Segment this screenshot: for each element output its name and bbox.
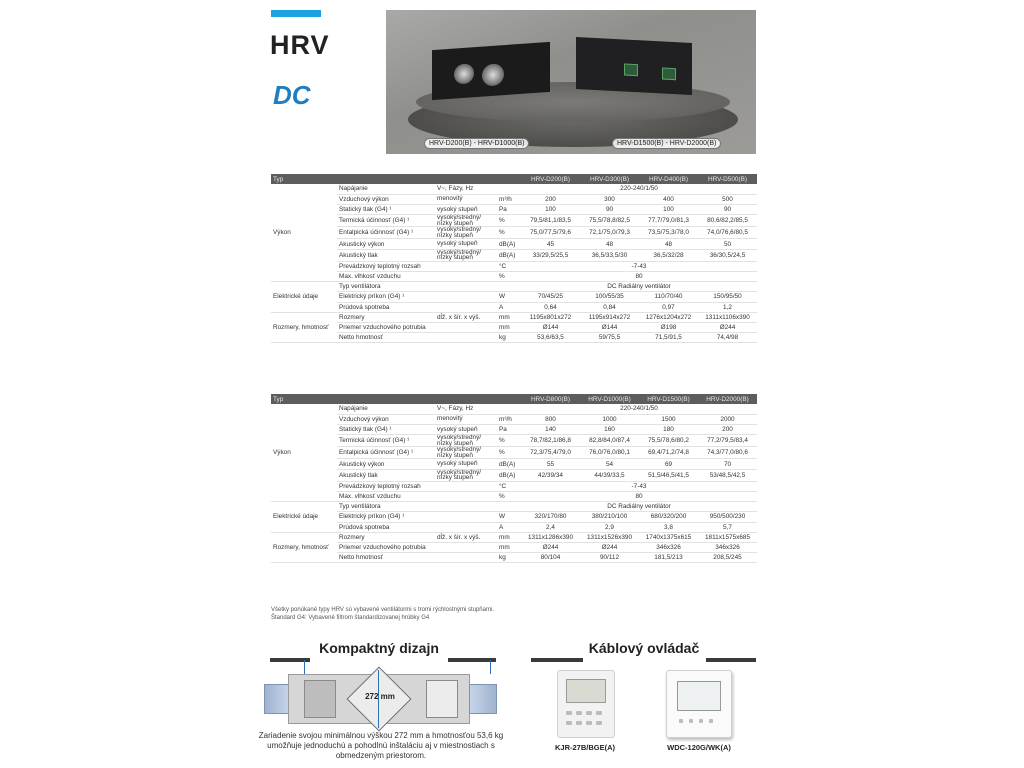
unit-cell: Pa [497, 424, 521, 434]
value-cell: 48 [639, 239, 698, 249]
param-cell: Typ ventilátora [337, 282, 435, 292]
mode-cell [435, 292, 497, 302]
controller-screen [566, 679, 606, 703]
table-header-cell: Typ [271, 394, 337, 404]
value-cell: 75,0/77,5/79,6 [521, 227, 580, 239]
section-rule [706, 658, 756, 662]
unit-cell: A [497, 522, 521, 532]
param-cell: Elektrický príkon (G4) ¹ [337, 512, 435, 522]
value-cell: 140 [521, 424, 580, 434]
table-header-cell: HRV-D300(B) [580, 174, 639, 184]
unit-cell: W [497, 512, 521, 522]
unit-cell: mm [497, 532, 521, 542]
mode-cell [435, 492, 497, 502]
button-icon [689, 719, 693, 723]
controller-heading: Káblový ovládač [588, 640, 700, 656]
value-cell: 1311x1286x390 [521, 532, 580, 542]
unit-cell: % [497, 435, 521, 447]
mode-cell: vysoký/stredný/ nízky stupeň [435, 469, 497, 481]
section-rule [531, 658, 583, 662]
value-cell: 380/210/100 [580, 512, 639, 522]
unit-cell: dB(A) [497, 469, 521, 481]
value-cell: 74,4/98 [698, 333, 757, 343]
mode-cell: vysoký stupeň [435, 204, 497, 214]
mode-cell [435, 522, 497, 532]
button-icon [576, 721, 582, 725]
table-row [271, 459, 757, 469]
mode-cell [435, 512, 497, 522]
page-title: HRV [270, 30, 330, 60]
table-row [271, 282, 757, 292]
controller-screen [677, 681, 721, 711]
value-cell: 1811x1575x685 [698, 532, 757, 542]
value-cell: 44/39/33,5 [580, 469, 639, 481]
table-row [271, 502, 757, 512]
table-header-cell: HRV-D800(B) [521, 394, 580, 404]
value-cell: 76,0/76,0/80,1 [580, 447, 639, 459]
value-cell: 70/45/25 [521, 292, 580, 302]
mode-cell: vysoký/stredný/ nízky stupeň [435, 215, 497, 227]
unit-cell: dB(A) [497, 239, 521, 249]
span-value-cell: 80 [521, 492, 757, 502]
value-cell: 80/104 [521, 553, 580, 563]
accent-bar [271, 10, 321, 17]
mode-cell [435, 553, 497, 563]
value-cell: 74,3/77,0/80,6 [698, 447, 757, 459]
table-row [271, 272, 757, 282]
footnote-2: Štandard G4: Vybavené filtrom štandardizovanej hrúbky G4 [271, 615, 430, 621]
table-header-cell: HRV-D400(B) [639, 174, 698, 184]
unit-cell: °C [497, 261, 521, 271]
span-value-cell: 80 [521, 272, 757, 282]
param-cell: Akustický výkon [337, 459, 435, 469]
unit-cell: A [497, 302, 521, 312]
table-header-cell: HRV-D1500(B) [639, 394, 698, 404]
group-label: Rozmery, hmotnosť [271, 312, 337, 343]
unit-cell [497, 404, 521, 414]
controller-wdc-image [666, 670, 732, 738]
unit-cell [497, 184, 521, 194]
table-row [271, 522, 757, 532]
value-cell: 48 [580, 239, 639, 249]
mode-cell [435, 542, 497, 552]
button-icon [596, 711, 602, 715]
leader-line [304, 660, 305, 674]
param-cell: Entalpická účinnosť (G4) ¹ [337, 447, 435, 459]
value-cell: Ø244 [521, 542, 580, 552]
unit-cell: % [497, 272, 521, 282]
value-cell: 77,7/79,0/81,3 [639, 215, 698, 227]
value-cell: 71,5/91,5 [639, 333, 698, 343]
table-row [271, 404, 757, 414]
span-value-cell: 220-240/1/50 [521, 184, 757, 194]
value-cell: 1311x1106x390 [698, 312, 757, 322]
value-cell: 51,5/46,5/41,5 [639, 469, 698, 481]
value-cell: 33/29,5/25,5 [521, 249, 580, 261]
button-icon [596, 721, 602, 725]
page-subtitle: DC [273, 80, 311, 110]
panel-shape [304, 680, 336, 718]
span-value-cell: 220-240/1/50 [521, 404, 757, 414]
value-cell: 72,1/75,0/79,3 [580, 227, 639, 239]
unit-cell: mm [497, 542, 521, 552]
param-cell: Vzduchový výkon [337, 414, 435, 424]
group-label: Rozmery, hmotnosť [271, 532, 337, 563]
param-cell: Max. vlhkosť vzduchu [337, 272, 435, 282]
value-cell: 75,5/78,8/82,5 [580, 215, 639, 227]
param-cell: Termická účinnosť (G4) ¹ [337, 215, 435, 227]
value-cell: 5,7 [698, 522, 757, 532]
value-cell: 1740x1375x615 [639, 532, 698, 542]
value-cell: 1195x914x272 [580, 312, 639, 322]
value-cell: 69 [639, 459, 698, 469]
table-row [271, 302, 757, 312]
table-row [271, 333, 757, 343]
value-cell: 1276x1204x272 [639, 312, 698, 322]
table-row [271, 322, 757, 332]
hrv-unit-small-image [432, 42, 550, 100]
mode-cell: V~, Fázy, Hz [435, 184, 497, 194]
value-cell: 73,5/75,3/78,0 [639, 227, 698, 239]
unit-cell: W [497, 292, 521, 302]
mode-cell [435, 502, 497, 512]
mode-cell: vysoký/stredný/ nízky stupeň [435, 249, 497, 261]
value-cell: Ø144 [580, 322, 639, 332]
value-cell: 0,64 [521, 302, 580, 312]
mode-cell [435, 261, 497, 271]
table-row [271, 492, 757, 502]
mode-cell: vysoký stupeň [435, 239, 497, 249]
footnote-1: Všetky ponúkané typy HRV sú vybavené ventilátormi s tromi rýchlostnými stupňami. [271, 607, 494, 613]
param-cell: Priemer vzduchového potrubia [337, 322, 435, 332]
mode-cell: vysoký stupeň [435, 424, 497, 434]
mode-cell [435, 481, 497, 491]
param-cell: Akustický tlak [337, 249, 435, 261]
value-cell: 69,4/71,2/74,8 [639, 447, 698, 459]
group-label: Elektrické údaje [271, 282, 337, 313]
value-cell: 208,5/245 [698, 553, 757, 563]
param-cell: Prevádzkový teplotný rozsah [337, 481, 435, 491]
table-row [271, 414, 757, 424]
param-cell: Prevádzkový teplotný rozsah [337, 261, 435, 271]
unit-cell: dB(A) [497, 459, 521, 469]
value-cell: 346x326 [698, 542, 757, 552]
mode-cell: vysoký stupeň [435, 459, 497, 469]
value-cell: 0,97 [639, 302, 698, 312]
controller-right-label: WDC-120G/WK(A) [667, 743, 731, 752]
value-cell: 80,6/82,2/85,5 [698, 215, 757, 227]
param-cell: Statický tlak (G4) ¹ [337, 424, 435, 434]
table-header-cell [435, 394, 497, 404]
value-cell: 1,2 [698, 302, 757, 312]
table-row [271, 542, 757, 552]
table-header-row [271, 174, 757, 184]
unit-cell: mm [497, 312, 521, 322]
mode-cell [435, 333, 497, 343]
table-row [271, 227, 757, 239]
button-icon [586, 721, 592, 725]
table-row [271, 469, 757, 481]
unit-cell: °C [497, 481, 521, 491]
mode-cell: menovitý [435, 414, 497, 424]
value-cell: 59/75,5 [580, 333, 639, 343]
table-row [271, 435, 757, 447]
table-header-cell [435, 174, 497, 184]
value-cell: Ø198 [639, 322, 698, 332]
value-cell: 90 [580, 204, 639, 214]
unit-cell: Pa [497, 204, 521, 214]
unit-cell [497, 282, 521, 292]
value-cell: 54 [580, 459, 639, 469]
unit-cell: % [497, 215, 521, 227]
button-icon [566, 721, 572, 725]
mode-cell: menovitý [435, 194, 497, 204]
value-cell: 53/48,5/42,5 [698, 469, 757, 481]
value-cell: 2000 [698, 414, 757, 424]
table-row [271, 553, 757, 563]
spec-table-2 [271, 394, 757, 563]
button-icon [699, 719, 703, 723]
table-row [271, 481, 757, 491]
duct-left-shape [264, 684, 290, 714]
param-cell: Netto hmotnosť [337, 333, 435, 343]
value-cell: 82,8/84,0/87,4 [580, 435, 639, 447]
param-cell: Netto hmotnosť [337, 553, 435, 563]
table-row [271, 239, 757, 249]
value-cell: 100/55/35 [580, 292, 639, 302]
param-cell: Napájanie [337, 404, 435, 414]
table-header-cell [337, 394, 435, 404]
param-cell: Max. vlhkosť vzduchu [337, 492, 435, 502]
param-cell: Termická účinnosť (G4) ¹ [337, 435, 435, 447]
param-cell: Prúdová spotreba [337, 522, 435, 532]
value-cell: 1500 [639, 414, 698, 424]
button-icon [566, 711, 572, 715]
param-cell: Prúdová spotreba [337, 302, 435, 312]
unit-cell: kg [497, 553, 521, 563]
unit-cell: m³/h [497, 414, 521, 424]
table-header-cell [497, 174, 521, 184]
unit-cell: kg [497, 333, 521, 343]
vent-icon [662, 67, 676, 80]
button-icon [586, 711, 592, 715]
unit-cell: % [497, 492, 521, 502]
param-cell: Elektrický príkon (G4) ¹ [337, 292, 435, 302]
mode-cell: V~, Fázy, Hz [435, 404, 497, 414]
value-cell: 346x326 [639, 542, 698, 552]
controller-kjr-image [557, 670, 615, 738]
value-cell: 950/500/230 [698, 512, 757, 522]
table-row [271, 424, 757, 434]
value-cell: 55 [521, 459, 580, 469]
value-cell: 2,4 [521, 522, 580, 532]
group-label: Výkon [271, 404, 337, 502]
duct-port-icon [454, 63, 474, 84]
value-cell: 181,5/213 [639, 553, 698, 563]
table-row [271, 447, 757, 459]
value-cell: 72,3/75,4/79,0 [521, 447, 580, 459]
unit-cell [497, 502, 521, 512]
value-cell: 680/320/200 [639, 512, 698, 522]
value-cell: 160 [580, 424, 639, 434]
value-cell: 320/170/80 [521, 512, 580, 522]
duct-port-icon [482, 63, 504, 87]
value-cell: 150/95/50 [698, 292, 757, 302]
button-icon [709, 719, 713, 723]
span-value-cell: DC Radiálny ventilátor [521, 282, 757, 292]
value-cell: 75,5/78,6/80,2 [639, 435, 698, 447]
unit-cell: mm [497, 322, 521, 332]
value-cell: 500 [698, 194, 757, 204]
value-cell: 110/70/40 [639, 292, 698, 302]
compact-heading: Kompaktný dizajn [319, 640, 439, 656]
table-row [271, 204, 757, 214]
value-cell: Ø244 [698, 322, 757, 332]
value-cell: 1311x1526x390 [580, 532, 639, 542]
section-rule [448, 658, 496, 662]
value-cell: 77,2/79,5/83,4 [698, 435, 757, 447]
param-cell: Akustický výkon [337, 239, 435, 249]
value-cell: 90/112 [580, 553, 639, 563]
param-cell: Napájanie [337, 184, 435, 194]
value-cell: 36,5/33,5/30 [580, 249, 639, 261]
table-row [271, 532, 757, 542]
param-cell: Vzduchový výkon [337, 194, 435, 204]
value-cell: Ø144 [521, 322, 580, 332]
value-cell: 300 [580, 194, 639, 204]
button-icon [576, 711, 582, 715]
table-row [271, 312, 757, 322]
value-cell: 70 [698, 459, 757, 469]
param-cell: Typ ventilátora [337, 502, 435, 512]
span-value-cell: DC Radiálny ventilátor [521, 502, 757, 512]
button-icon [679, 719, 683, 723]
value-cell: 100 [521, 204, 580, 214]
dimension-label: 272 mm [365, 692, 395, 701]
panel-shape [426, 680, 458, 718]
value-cell: 2,9 [580, 522, 639, 532]
value-cell: 200 [698, 424, 757, 434]
value-cell: 78,7/82,1/86,8 [521, 435, 580, 447]
mode-cell [435, 322, 497, 332]
table-row [271, 215, 757, 227]
spec-table-1 [271, 174, 757, 343]
value-cell: 0,84 [580, 302, 639, 312]
table-header-cell [497, 394, 521, 404]
unit-cell: dB(A) [497, 249, 521, 261]
compact-description: Zariadenie svojou minimálnou výškou 272 mm a hmotnosťou 53,6 kg umožňuje jednoduchú a pohodlnú inštaláciu aj v miestnostiach s obmedzeným priestorom. [258, 731, 504, 760]
mode-cell [435, 302, 497, 312]
duct-right-shape [469, 684, 497, 714]
mode-cell: dĺž. x šír. x výš. [435, 312, 497, 322]
value-cell: 1000 [580, 414, 639, 424]
value-cell: 800 [521, 414, 580, 424]
value-cell: 400 [639, 194, 698, 204]
table-row [271, 194, 757, 204]
table-header-cell: HRV-D1000(B) [580, 394, 639, 404]
table-header-cell: Typ [271, 174, 337, 184]
group-label: Elektrické údaje [271, 502, 337, 533]
param-cell: Akustický tlak [337, 469, 435, 481]
value-cell: 3,8 [639, 522, 698, 532]
param-cell: Rozmery [337, 532, 435, 542]
table-header-row [271, 394, 757, 404]
table-header-cell: HRV-D500(B) [698, 174, 757, 184]
value-cell: 180 [639, 424, 698, 434]
value-cell: 36/30,5/24,5 [698, 249, 757, 261]
table-header-cell [337, 174, 435, 184]
value-cell: 100 [639, 204, 698, 214]
table-header-cell: HRV-D2000(B) [698, 394, 757, 404]
mode-cell: dĺž. x šír. x výš. [435, 532, 497, 542]
value-cell: 45 [521, 239, 580, 249]
compact-diagram [264, 668, 504, 730]
param-cell: Entalpická účinnosť (G4) ¹ [337, 227, 435, 239]
mode-cell [435, 272, 497, 282]
unit-cell: % [497, 447, 521, 459]
value-cell: 36,5/32/28 [639, 249, 698, 261]
unit-cell: m³/h [497, 194, 521, 204]
table-header-cell: HRV-D200(B) [521, 174, 580, 184]
param-cell: Priemer vzduchového potrubia [337, 542, 435, 552]
hero-image [386, 10, 756, 154]
table-row [271, 184, 757, 194]
table-row [271, 261, 757, 271]
mode-cell: vysoký/stredný/ nízky stupeň [435, 447, 497, 459]
value-cell: 50 [698, 239, 757, 249]
mode-cell: vysoký/stredný/ nízky stupeň [435, 435, 497, 447]
value-cell: 200 [521, 194, 580, 204]
span-value-cell: -7-43 [521, 481, 757, 491]
unit-cell: % [497, 227, 521, 239]
mode-cell [435, 282, 497, 292]
hero-label-right: HRV-D1500(B) - HRV-D2000(B) [612, 138, 721, 149]
value-cell: 90 [698, 204, 757, 214]
param-cell: Rozmery [337, 312, 435, 322]
span-value-cell: -7-43 [521, 261, 757, 271]
value-cell: Ø244 [580, 542, 639, 552]
value-cell: 1195x801x272 [521, 312, 580, 322]
table-row [271, 249, 757, 261]
vent-icon [624, 63, 638, 76]
mode-cell: vysoký/stredný/ nízky stupeň [435, 227, 497, 239]
group-label: Výkon [271, 184, 337, 282]
leader-line [490, 660, 491, 674]
value-cell: 79,5/81,1/83,5 [521, 215, 580, 227]
value-cell: 74,0/76,6/80,5 [698, 227, 757, 239]
value-cell: 53,6/63,5 [521, 333, 580, 343]
hrv-unit-large-image [576, 37, 692, 95]
controller-left-label: KJR-27B/BGE(A) [554, 743, 615, 752]
param-cell: Statický tlak (G4) ¹ [337, 204, 435, 214]
table-row [271, 512, 757, 522]
table-row [271, 292, 757, 302]
hero-label-left: HRV-D200(B) - HRV-D1000(B) [424, 138, 529, 149]
value-cell: 42/39/34 [521, 469, 580, 481]
